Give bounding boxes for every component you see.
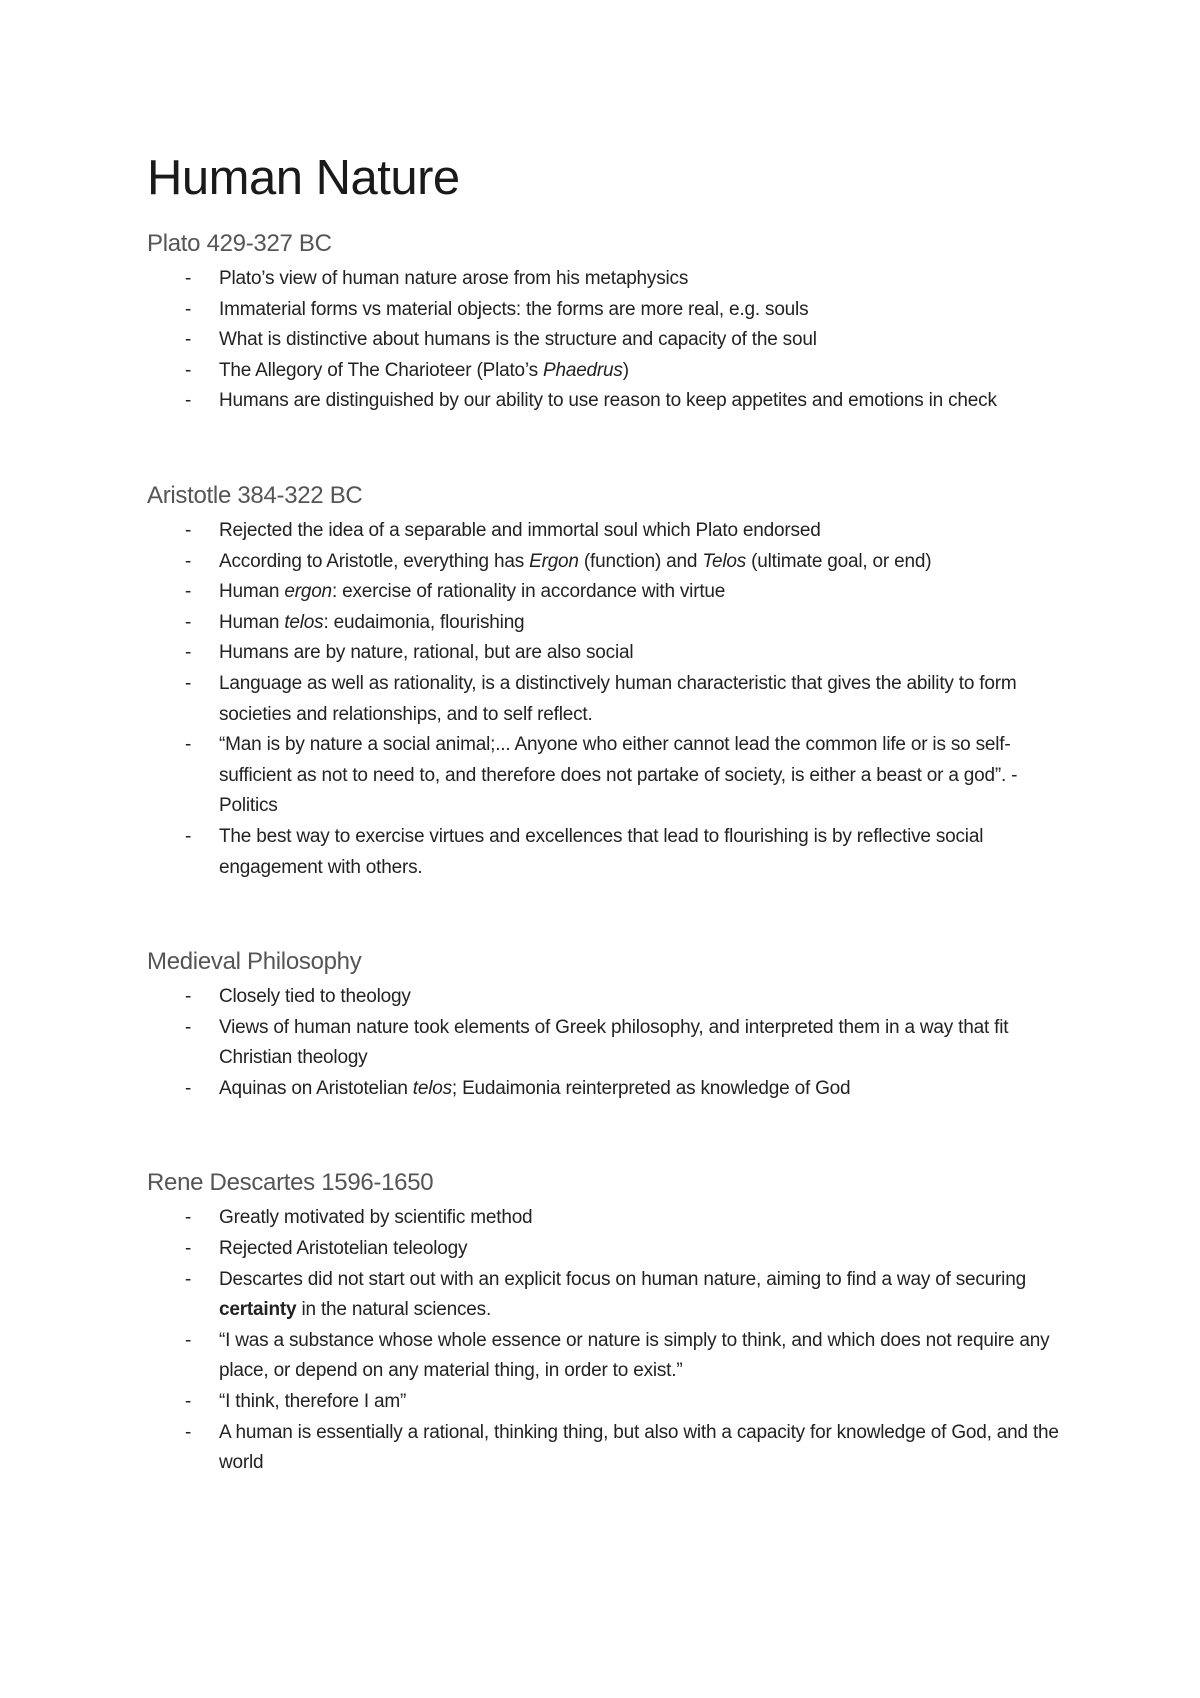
bullet-text: Aquinas on Aristotelian [219, 1077, 413, 1099]
bullet-text: The Allegory of The Charioteer (Plato’s [219, 359, 543, 381]
bullet-item [147, 1418, 1080, 1479]
bullet-item [147, 1013, 1080, 1074]
document-title: Human Nature [147, 151, 460, 205]
bullet-text: Rejected Aristotelian teleology [219, 1238, 468, 1260]
bullet-list [147, 982, 1080, 1104]
bullet-text: : eudaimonia, flourishing [323, 611, 525, 633]
bullet-text: Plato’s view of human nature arose from his metaphysics [219, 268, 689, 289]
bullet-text: Human [219, 611, 285, 633]
bullet-item [147, 822, 1080, 883]
bullet-dash: - [185, 986, 192, 1008]
bullet-text: Humans are by nature, rational, but are also social [219, 642, 634, 664]
bullet-text: The best way to exercise virtues and excellences that lead to flourishing is by reflective social engagement with others. [219, 825, 984, 878]
bullet-dash: - [185, 672, 192, 694]
bold-text: certainty [219, 1299, 297, 1321]
bullet-item [147, 1234, 1080, 1265]
bullet-text: “I think, therefore I am” [219, 1391, 407, 1413]
bullet-text: Humans are distinguished by our ability to use reason to keep appetites and emotions in check [219, 390, 997, 412]
bullet-item [147, 669, 1080, 730]
bullet-text: ; Eudaimonia reinterpreted as knowledge of God [451, 1077, 851, 1099]
bullet-text: What is distinctive about humans is the structure and capacity of the soul [219, 329, 817, 351]
section-spacer [147, 417, 1080, 480]
section-rene-descartes-1596-1650 [147, 1167, 1080, 1478]
bullet-item [147, 386, 1080, 417]
bullet-text: Descartes did not start out with an explicit focus on human nature, aiming to find a way of securing [219, 1268, 1026, 1290]
section-heading: Rene Descartes 1596-1650 [147, 1169, 434, 1197]
section-spacer [147, 1104, 1080, 1167]
bullet-item [147, 1203, 1080, 1234]
bullet-dash: - [185, 1077, 192, 1099]
bullet-text: : exercise of rationality in accordance with virtue [331, 581, 726, 603]
bullet-text: Human [219, 581, 285, 603]
section-heading: Aristotle 384-322 BC [147, 481, 363, 509]
bullet-item [147, 1265, 1080, 1326]
document-body [147, 228, 1080, 1479]
bullet-text: “I was a substance whose whole essence or nature is simply to think, and which does not require any place, or depend on any material thing, in order to exist.” [219, 1329, 1050, 1382]
bullet-text: (function) and [578, 550, 703, 572]
italic-text: telos [284, 611, 324, 633]
bullet-item [147, 608, 1080, 639]
bullet-dash: - [185, 268, 192, 289]
section-spacer [147, 883, 1080, 946]
bullet-text: Rejected the idea of a separable and immortal soul which Plato endorsed [219, 519, 821, 541]
bullet-text: A human is essentially a rational, thinking thing, but also with a capacity for knowledge of God, and the world [219, 1421, 1059, 1474]
bullet-dash: - [185, 1421, 192, 1443]
section-plato-429-327-bc [147, 228, 1080, 417]
bullet-item [147, 638, 1080, 669]
bullet-list [147, 264, 1080, 417]
bullet-item [147, 295, 1080, 326]
bullet-item [147, 982, 1080, 1013]
bullet-text: ) [622, 359, 629, 381]
bullet-text: Closely tied to theology [219, 986, 411, 1008]
bullet-item [147, 1074, 1080, 1105]
bullet-dash: - [185, 642, 192, 664]
bullet-list [147, 516, 1080, 883]
bullet-dash: - [185, 359, 192, 381]
bullet-dash: - [185, 1391, 192, 1413]
section-heading: Plato 429-327 BC [147, 230, 332, 257]
section-heading: Medieval Philosophy [147, 948, 362, 976]
bullet-dash: - [185, 1329, 192, 1351]
bullet-text: Views of human nature took elements of Greek philosophy, and interpreted them in a way that fit Christian theology [219, 1016, 1009, 1069]
bullet-dash: - [185, 519, 192, 541]
bullet-text: Language as well as rationality, is a distinctively human characteristic that gives the ability to form societies and relationships, and to self reflect. [219, 672, 1017, 725]
bullet-item [147, 1326, 1080, 1387]
bullet-item [147, 1387, 1080, 1418]
bullet-text: (ultimate goal, or end) [746, 550, 932, 572]
bullet-text: in the natural sciences. [296, 1299, 492, 1321]
bullet-dash: - [185, 611, 192, 633]
bullet-dash: - [185, 298, 192, 320]
bullet-dash: - [185, 1268, 192, 1290]
bullet-item [147, 264, 1080, 295]
bullet-dash: - [185, 581, 192, 603]
bullet-text: Greatly motivated by scientific method [219, 1207, 533, 1229]
bullet-item [147, 577, 1080, 608]
italic-text: Telos [702, 550, 747, 572]
bullet-text: Immaterial forms vs material objects: the forms are more real, e.g. souls [219, 298, 809, 320]
bullet-item [147, 547, 1080, 578]
section-medieval-philosophy [147, 946, 1080, 1104]
bullet-dash: - [185, 1016, 192, 1038]
bullet-list [147, 1203, 1080, 1478]
bullet-dash: - [185, 734, 192, 756]
bullet-dash: - [185, 1207, 192, 1229]
bullet-item [147, 516, 1080, 547]
bullet-item [147, 325, 1080, 356]
bullet-text: “Man is by nature a social animal;... Anyone who either cannot lead the common life or is so self-sufficient as not to need to, and therefore does not partake of society, is either a beast or a god”. - Politics [219, 734, 1018, 817]
bullet-dash: - [185, 329, 192, 351]
bullet-item [147, 730, 1080, 822]
bullet-dash: - [185, 1238, 192, 1260]
bullet-dash: - [185, 825, 192, 847]
section-aristotle-384-322-bc [147, 480, 1080, 883]
italic-text: telos [412, 1077, 452, 1099]
bullet-item [147, 356, 1080, 387]
bullet-text: According to Aristotle, everything has [219, 550, 530, 572]
bullet-dash: - [185, 550, 192, 572]
bullet-dash: - [185, 390, 192, 412]
italic-text: Ergon [529, 550, 579, 572]
italic-text: Phaedrus [542, 359, 623, 381]
italic-text: ergon [284, 581, 332, 603]
